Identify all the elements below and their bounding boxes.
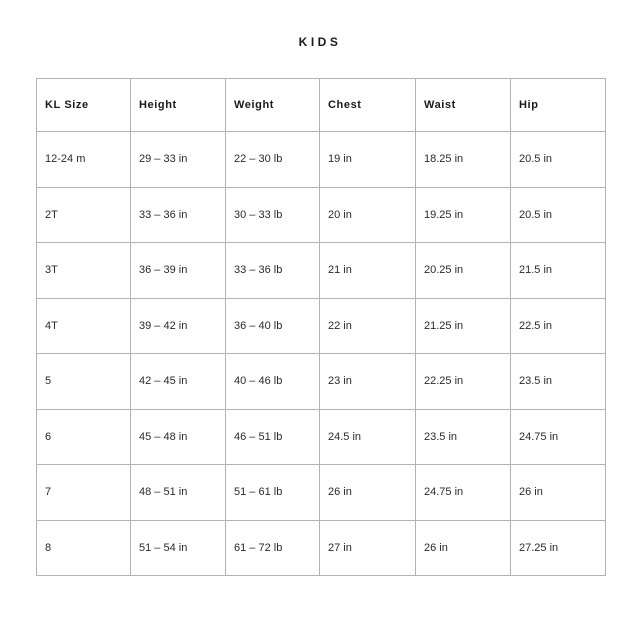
cell-waist: 19.25 in [416,187,511,243]
cell-height: 45 – 48 in [131,409,226,465]
cell-chest: 27 in [320,520,416,576]
table-row [37,243,606,299]
cell-waist: 20.25 in [416,243,511,299]
cell-weight: 40 – 46 lb [226,354,320,410]
table-header-row [37,79,606,132]
cell-height: 51 – 54 in [131,520,226,576]
cell-chest: 23 in [320,354,416,410]
cell-size: 5 [37,354,131,410]
table-row [37,132,606,188]
header-kl-size: KL Size [37,79,131,132]
table-row [37,354,606,410]
cell-waist: 22.25 in [416,354,511,410]
cell-height: 33 – 36 in [131,187,226,243]
table-row [37,520,606,576]
cell-hip: 20.5 in [511,187,606,243]
header-waist: Waist [416,79,511,132]
cell-chest: 20 in [320,187,416,243]
cell-chest: 22 in [320,298,416,354]
cell-waist: 24.75 in [416,465,511,521]
cell-weight: 46 – 51 lb [226,409,320,465]
cell-height: 29 – 33 in [131,132,226,188]
size-chart-table [36,78,606,576]
cell-hip: 20.5 in [511,132,606,188]
header-height: Height [131,79,226,132]
cell-waist: 21.25 in [416,298,511,354]
cell-weight: 61 – 72 lb [226,520,320,576]
cell-size: 6 [37,409,131,465]
cell-height: 42 – 45 in [131,354,226,410]
table-row [37,187,606,243]
cell-hip: 27.25 in [511,520,606,576]
cell-height: 39 – 42 in [131,298,226,354]
cell-weight: 33 – 36 lb [226,243,320,299]
header-hip: Hip [511,79,606,132]
cell-weight: 22 – 30 lb [226,132,320,188]
header-chest: Chest [320,79,416,132]
cell-size: 7 [37,465,131,521]
cell-height: 36 – 39 in [131,243,226,299]
cell-size: 4T [37,298,131,354]
cell-weight: 30 – 33 lb [226,187,320,243]
table-row [37,465,606,521]
table-row [37,298,606,354]
cell-chest: 24.5 in [320,409,416,465]
cell-waist: 18.25 in [416,132,511,188]
cell-waist: 26 in [416,520,511,576]
cell-chest: 26 in [320,465,416,521]
cell-hip: 26 in [511,465,606,521]
cell-size: 2T [37,187,131,243]
cell-size: 12-24 m [37,132,131,188]
cell-weight: 51 – 61 lb [226,465,320,521]
cell-size: 3T [37,243,131,299]
cell-waist: 23.5 in [416,409,511,465]
cell-weight: 36 – 40 lb [226,298,320,354]
cell-chest: 19 in [320,132,416,188]
cell-hip: 22.5 in [511,298,606,354]
table-row [37,409,606,465]
cell-height: 48 – 51 in [131,465,226,521]
cell-chest: 21 in [320,243,416,299]
cell-hip: 23.5 in [511,354,606,410]
page-title: KIDS [298,35,342,49]
cell-hip: 21.5 in [511,243,606,299]
cell-hip: 24.75 in [511,409,606,465]
cell-size: 8 [37,520,131,576]
header-weight: Weight [226,79,320,132]
